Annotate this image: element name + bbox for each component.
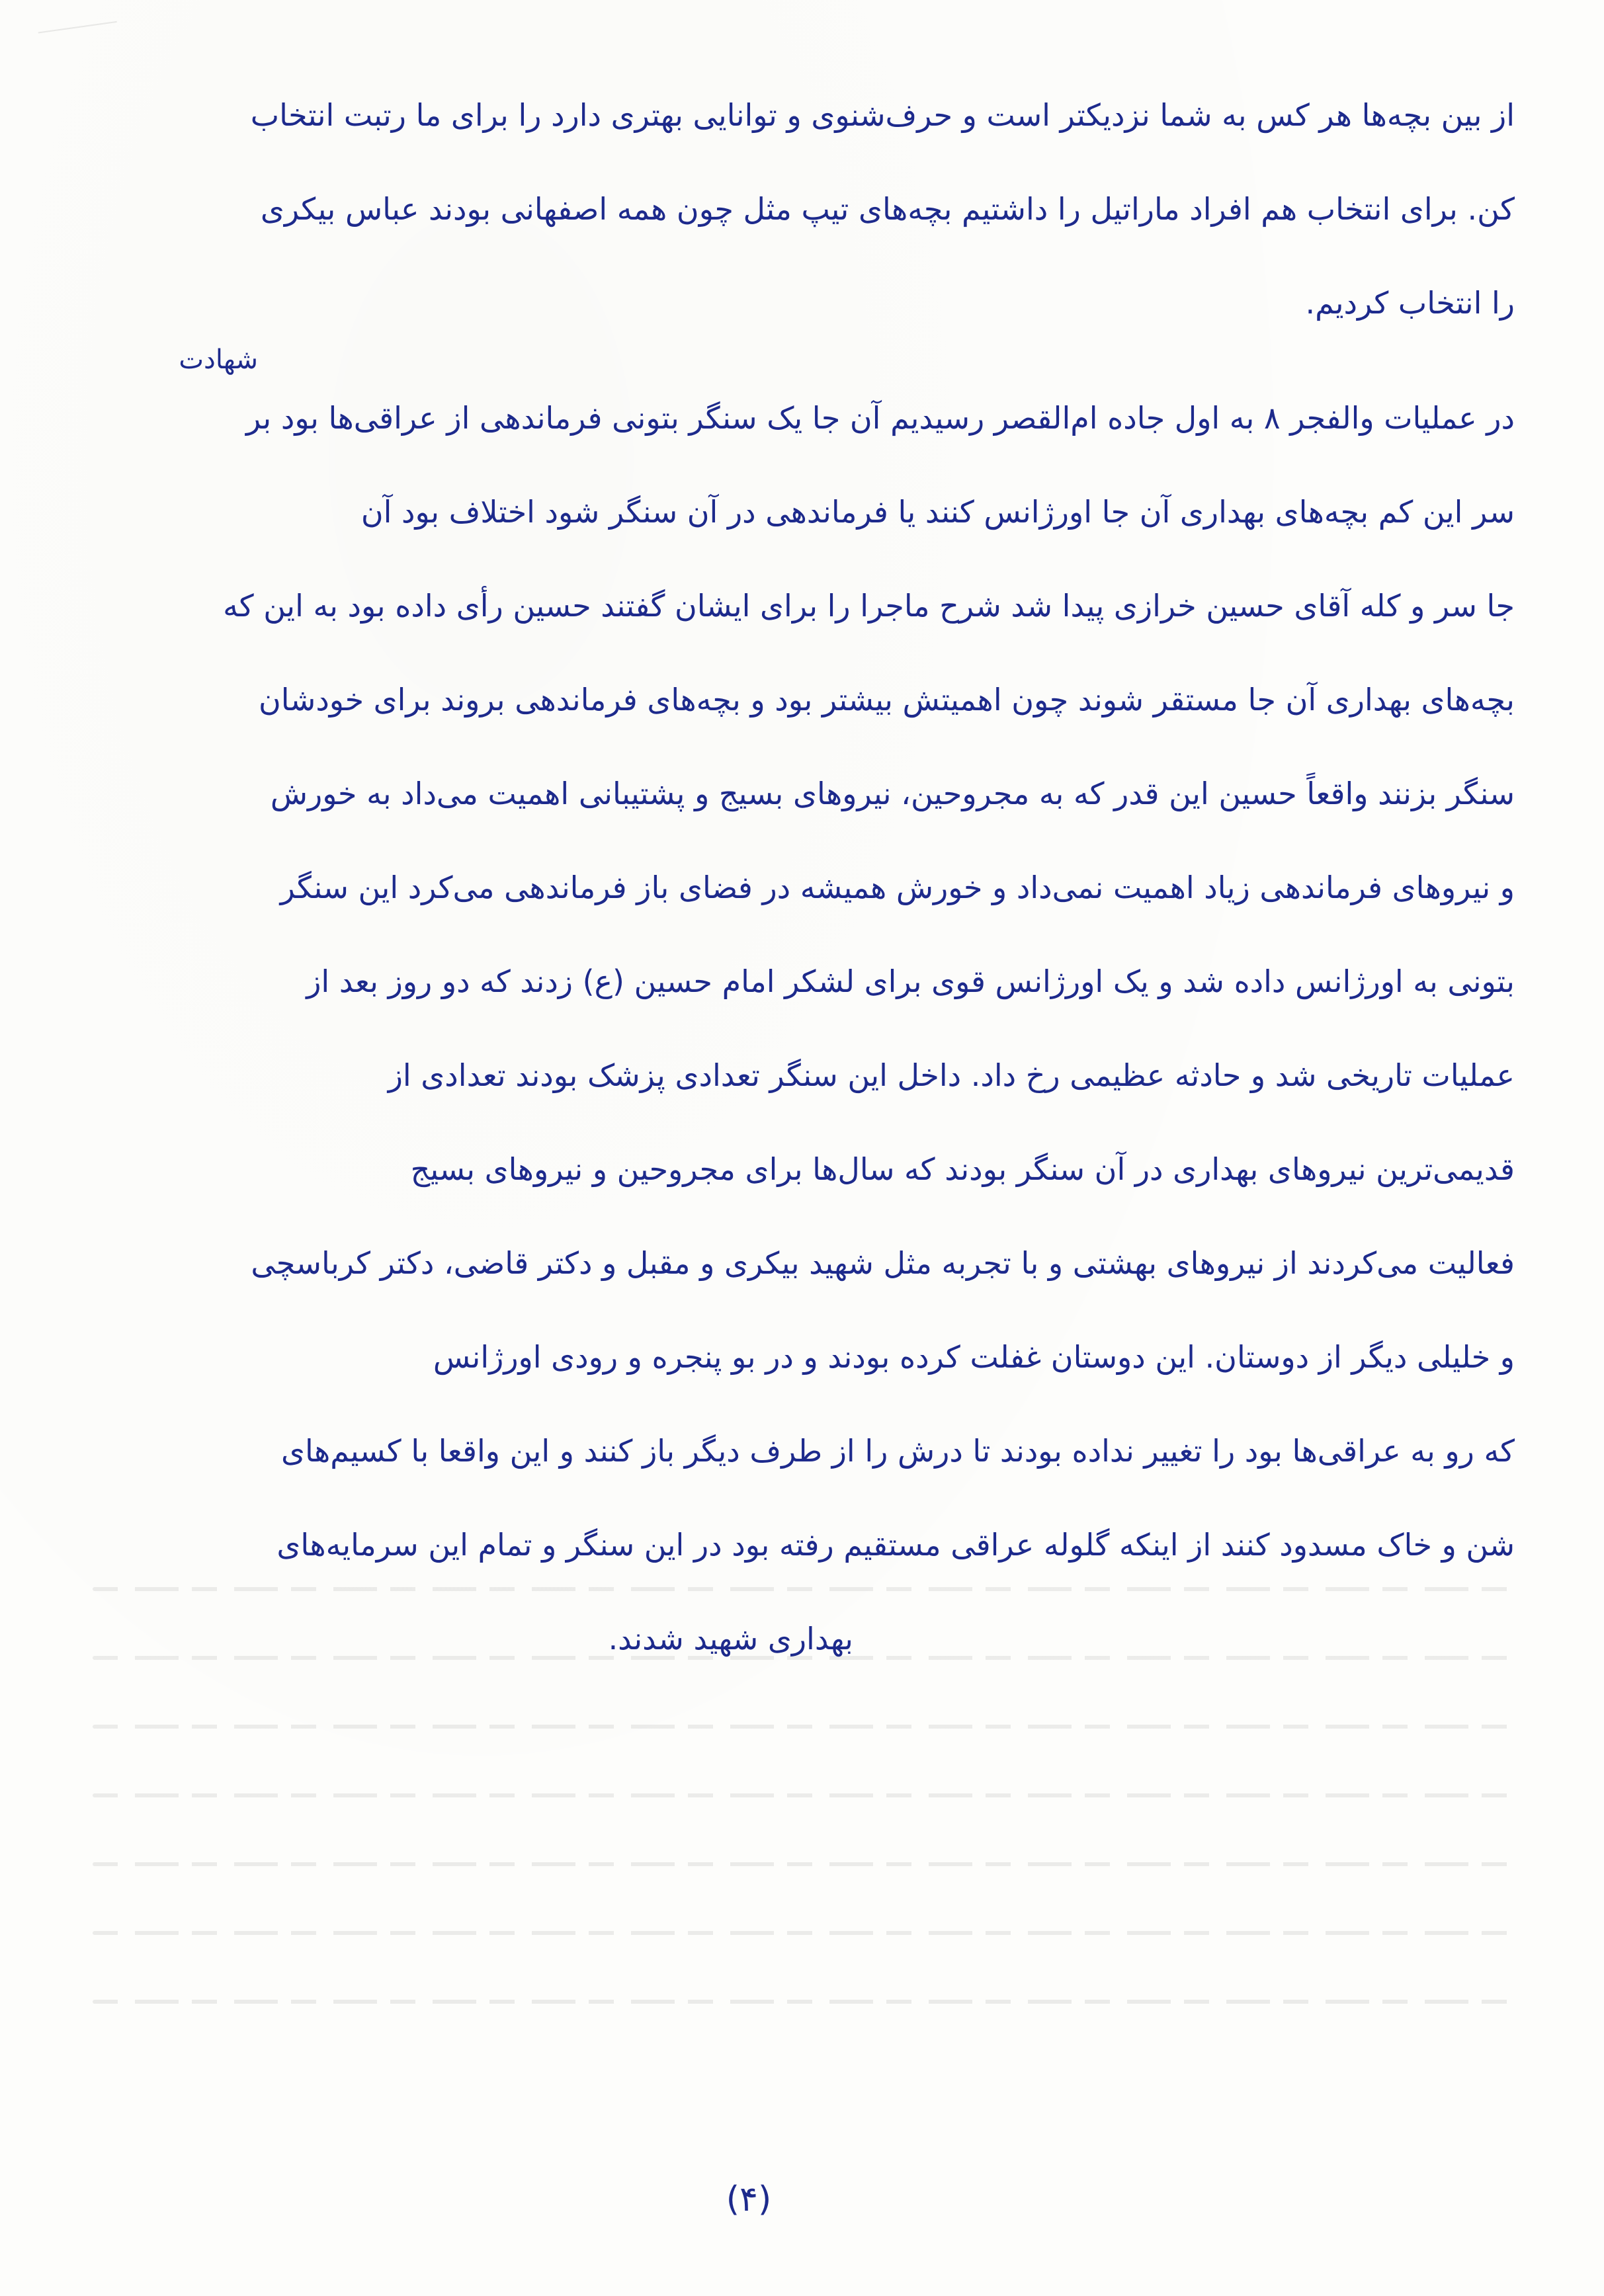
paragraph-2-line: که رو به عراقی‌ها بود را تغییر نداده بودند تا درش را از طرف دیگر باز کنند و این واقعا با کسیم‌های [281,1433,1515,1469]
paragraph-2-line: جا سر و کله آقای حسین خرازی پیدا شد شرح ماجرا را برای ایشان گفتند حسین رأی داده بود به این که [223,588,1515,624]
paragraph-2-line: بتونی به اورژانس داده شد و یک اورژانس قوی برای لشکر امام حسین (ع) زدند که دو روز بعد از [306,964,1515,999]
paragraph-2-line: عملیات تاریخی شد و حادثه عظیمی رخ داد. داخل این سنگر تعدادی پزشک بودند تعدادی از [388,1057,1515,1093]
paragraph-2-line: سنگر بزنند واقعاً حسین این قدر که به مجروحین، نیروهای بسیج و پشتیبانی اهمیت می‌داد به خورش [270,776,1515,811]
bleed-through-line [93,1931,1515,1935]
bleed-through-line [93,2000,1515,2004]
bleed-through-line [93,1862,1515,1866]
paper-fold-mark [38,21,121,60]
paragraph-2-line: بهداری شهید شدند. [608,1621,853,1657]
paragraph-2-line: در عملیات والفجر ۸ به اول جاده ام‌القصر رسیدیم آن جا یک سنگر بتونی فرماندهی از عراقی‌ها بود بر [246,400,1515,436]
paragraph-1-line: را انتخاب کردیم. [1305,285,1515,321]
paragraph-2-line: و خلیلی دیگر از دوستان. این دوستان غفلت کرده بودند و در بو پنجره و رودی اورژانس [433,1339,1515,1375]
paragraph-2-line: قدیمی‌ترین نیروهای بهداری در آن سنگر بودند که سال‌ها برای مجروحین و نیروهای بسیج [410,1151,1515,1187]
page-number: (۴) [726,2180,772,2219]
handwritten-text-body [79,79,1515,1697]
section-heading: شهادت [179,345,258,375]
paragraph-2-line: و نیروهای فرماندهی زیاد اهمیت نمی‌داد و خورش همیشه در فضای باز فرماندهی می‌کرد این سنگر [280,870,1515,905]
paragraph-2-line: شن و خاک مسدود کنند از اینکه گلوله عراقی مستقیم رفته بود در این سنگر و تمام این سرمایه‌های [276,1527,1515,1563]
paragraph-2-line: بچه‌های بهداری آن جا مستقر شوند چون اهمیتش بیشتر بود و بچه‌های فرماندهی بروند برای خودشان [258,682,1515,718]
paragraph-2-line: فعالیت می‌کردند از نیروهای بهشتی و با تجربه مثل شهید بیکری و مقبل و دکتر قاضی، دکتر کرباسچی [251,1245,1515,1281]
bleed-through-line [93,1725,1515,1729]
paragraph-1-line: از بین بچه‌ها هر کس به شما نزدیکتر است و حرف‌شنوی و توانایی بهتری دارد را برای ما رتبت انتخاب [250,97,1515,133]
paragraph-2-line: سر این کم بچه‌های بهداری آن جا اورژانس کنند یا فرماندهی در آن سنگر شود اختلاف بود آن [360,494,1515,530]
paragraph-1-line: کن. برای انتخاب هم افراد ماراتیل را داشتیم بچه‌های تیپ مثل چون همه اصفهانی بودند عباس بیکری [260,191,1515,227]
bleed-through-line [93,1793,1515,1797]
